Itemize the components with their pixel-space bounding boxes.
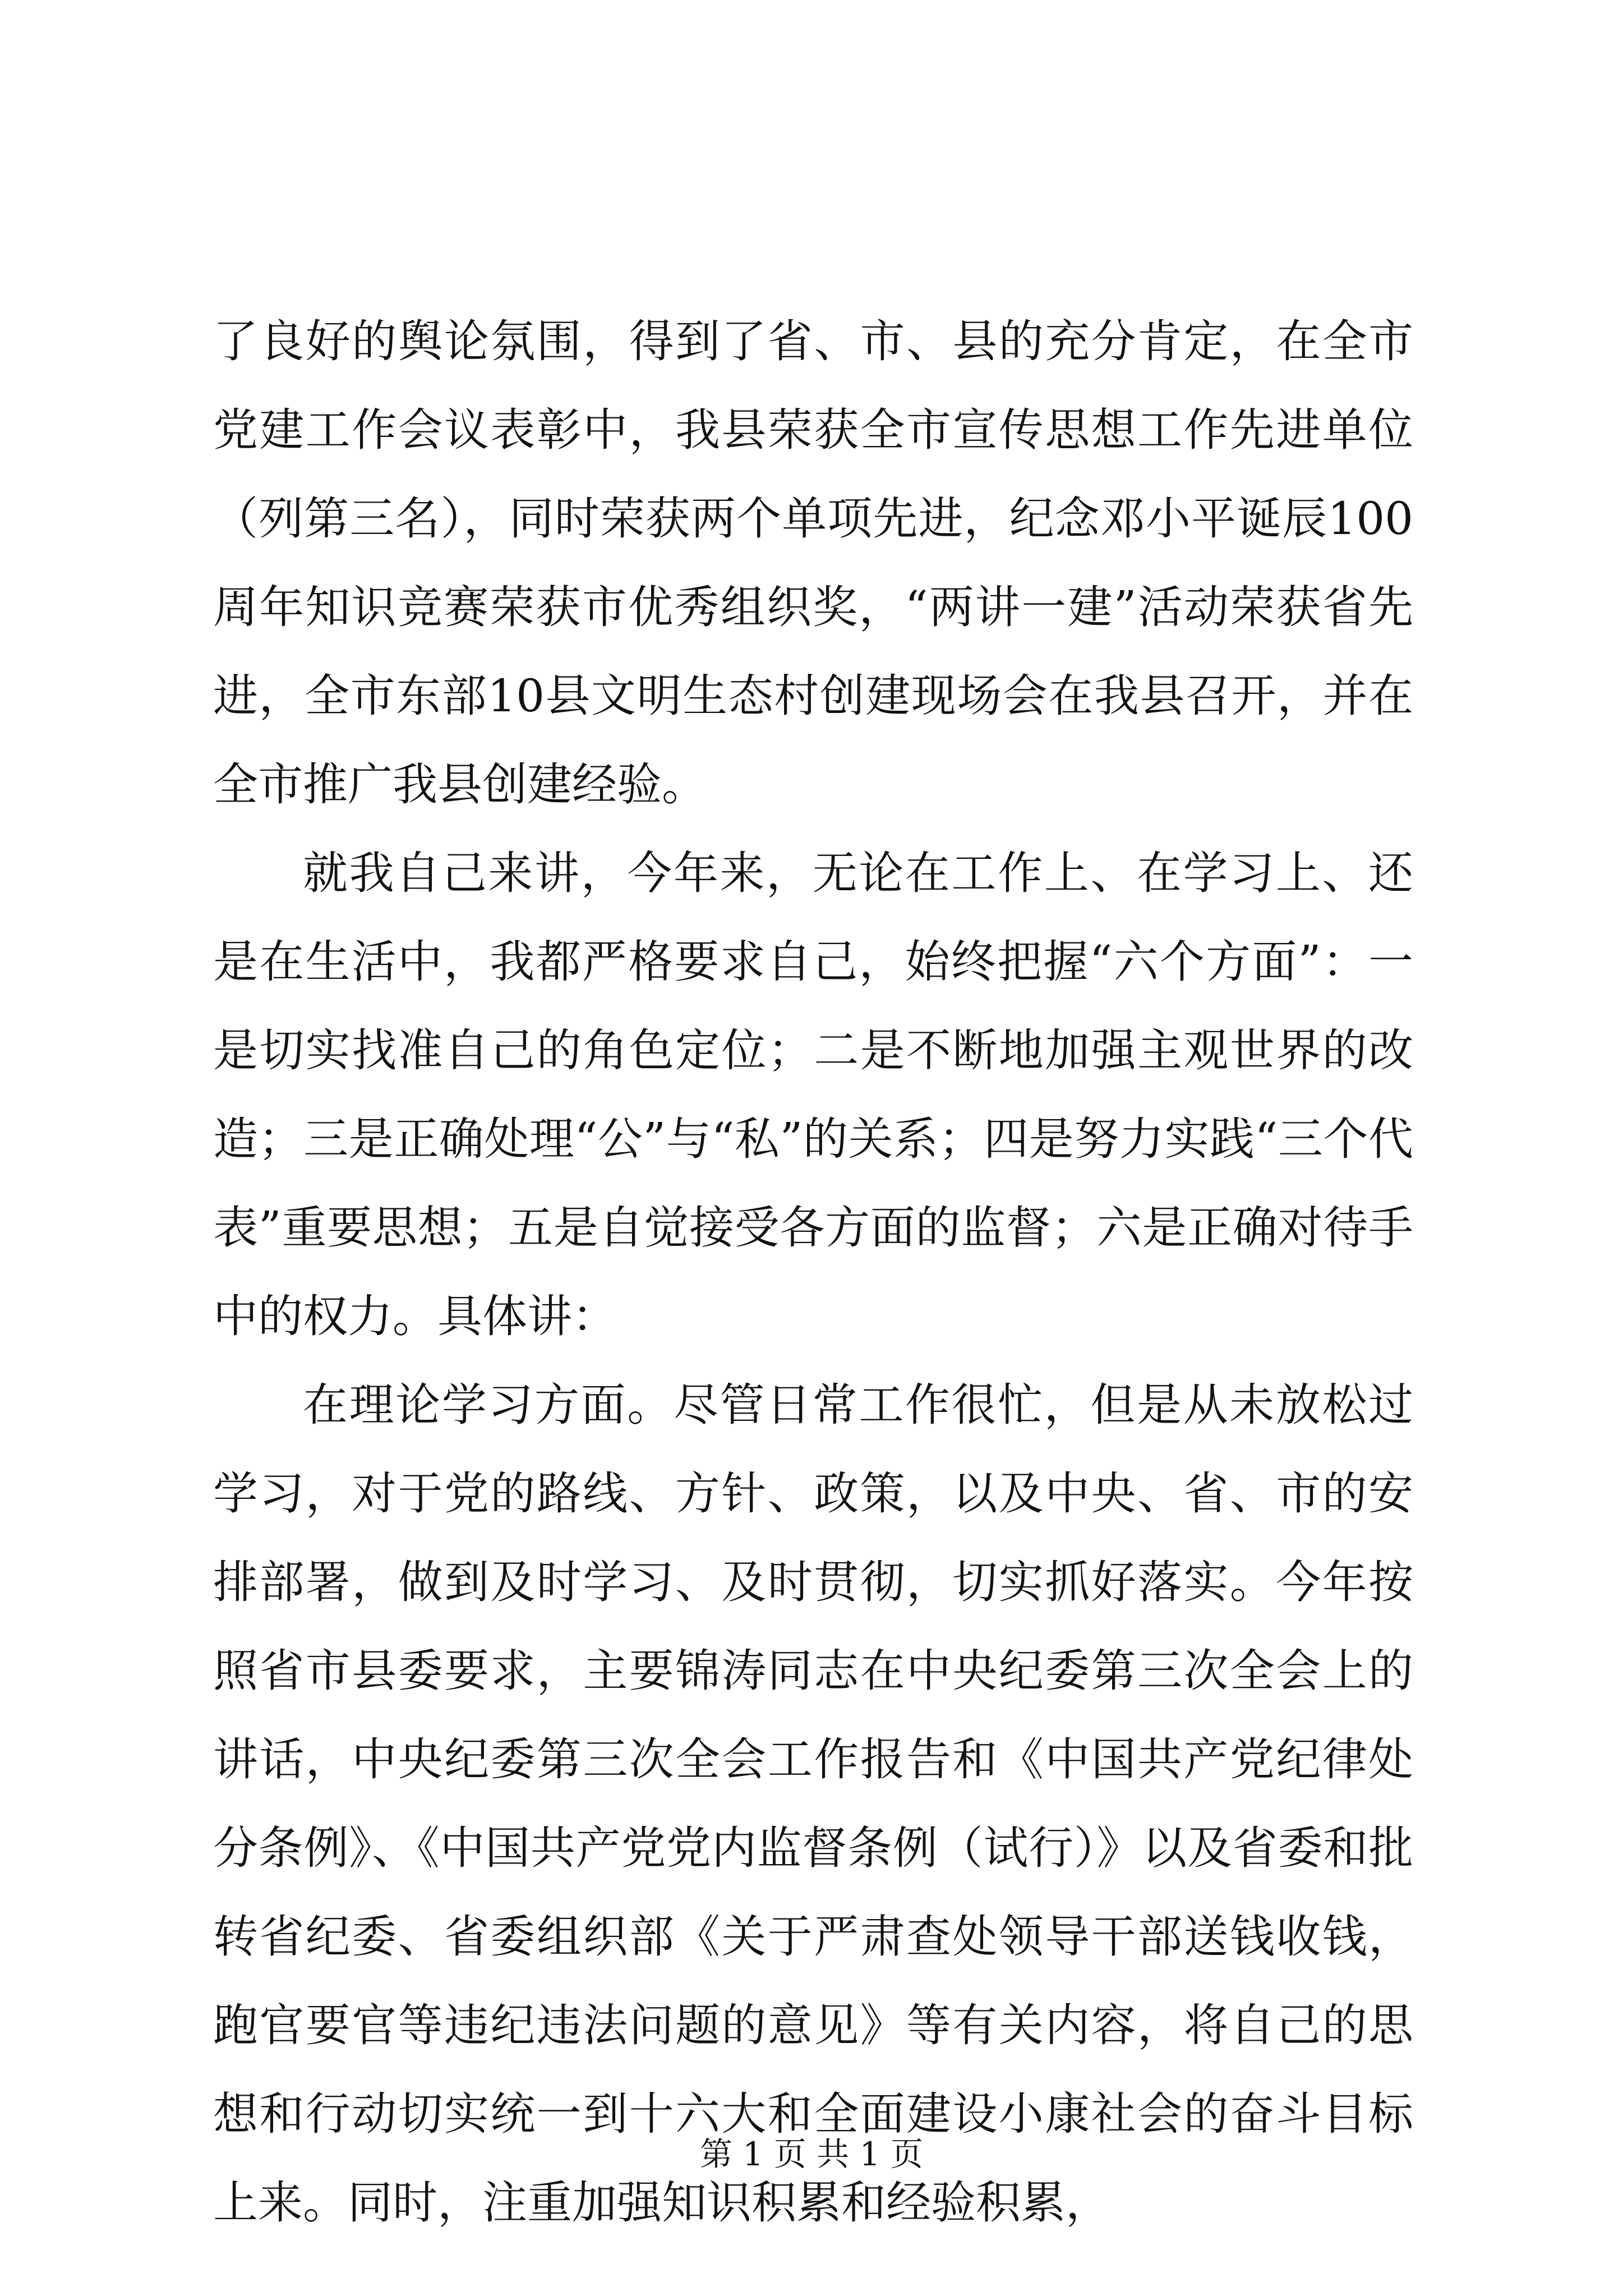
paragraph-1: 了良好的舆论氛围，得到了省、市、县的充分肯定，在全市党建工作会议表彰中，我县荣获全市宣传思想工作先进单位（列第三名），同时荣获两个单项先进，纪念邓小平诞辰100周年知识竞赛荣获市优秀组织奖，“两讲一建”活动荣获省先进，全市东部10县文明生态村创建现场会在我县召开，并在全市推广我县创建经验。 [213,315,1413,811]
paragraph-3: 在理论学习方面。尽管日常工作很忙，但是从未放松过学习，对于党的路线、方针、政策，以及中央、省、市的安排部署，做到及时学习、及时贯彻，切实抓好落实。今年按照省市县委要求，主要锦涛同志在中央纪委第三次全会上的讲话，中央纪委第三次全会工作报告和《中国共产党纪律处分条例》、《中国共产党党内监督条例（试行）》以及省委和批转省纪委、省委组织部《关于严肃查处领导干部送钱收钱，跑官要官等违纪违法问题的意见》等有关内容，将自己的思想和行动切实统一到十六大和全面建设小康社会的奋斗目标上来。同时，注重加强知识积累和经验积累， [213,1379,1413,2229]
page-footer: 第 1 页 共 1 页 [700,2135,923,2173]
paragraph-2: 就我自己来讲，今年来，无论在工作上、在学习上、还是在生活中，我都严格要求自己，始终把握“六个方面”：一是切实找准自己的角色定位；二是不断地加强主观世界的改造；三是正确处理“公”与“私”的关系；四是努力实践“三个代表”重要思想；五是自觉接受各方面的监督；六是正确对待手中的权力。具体讲： [213,847,1413,1342]
document-body [213,297,1413,2247]
